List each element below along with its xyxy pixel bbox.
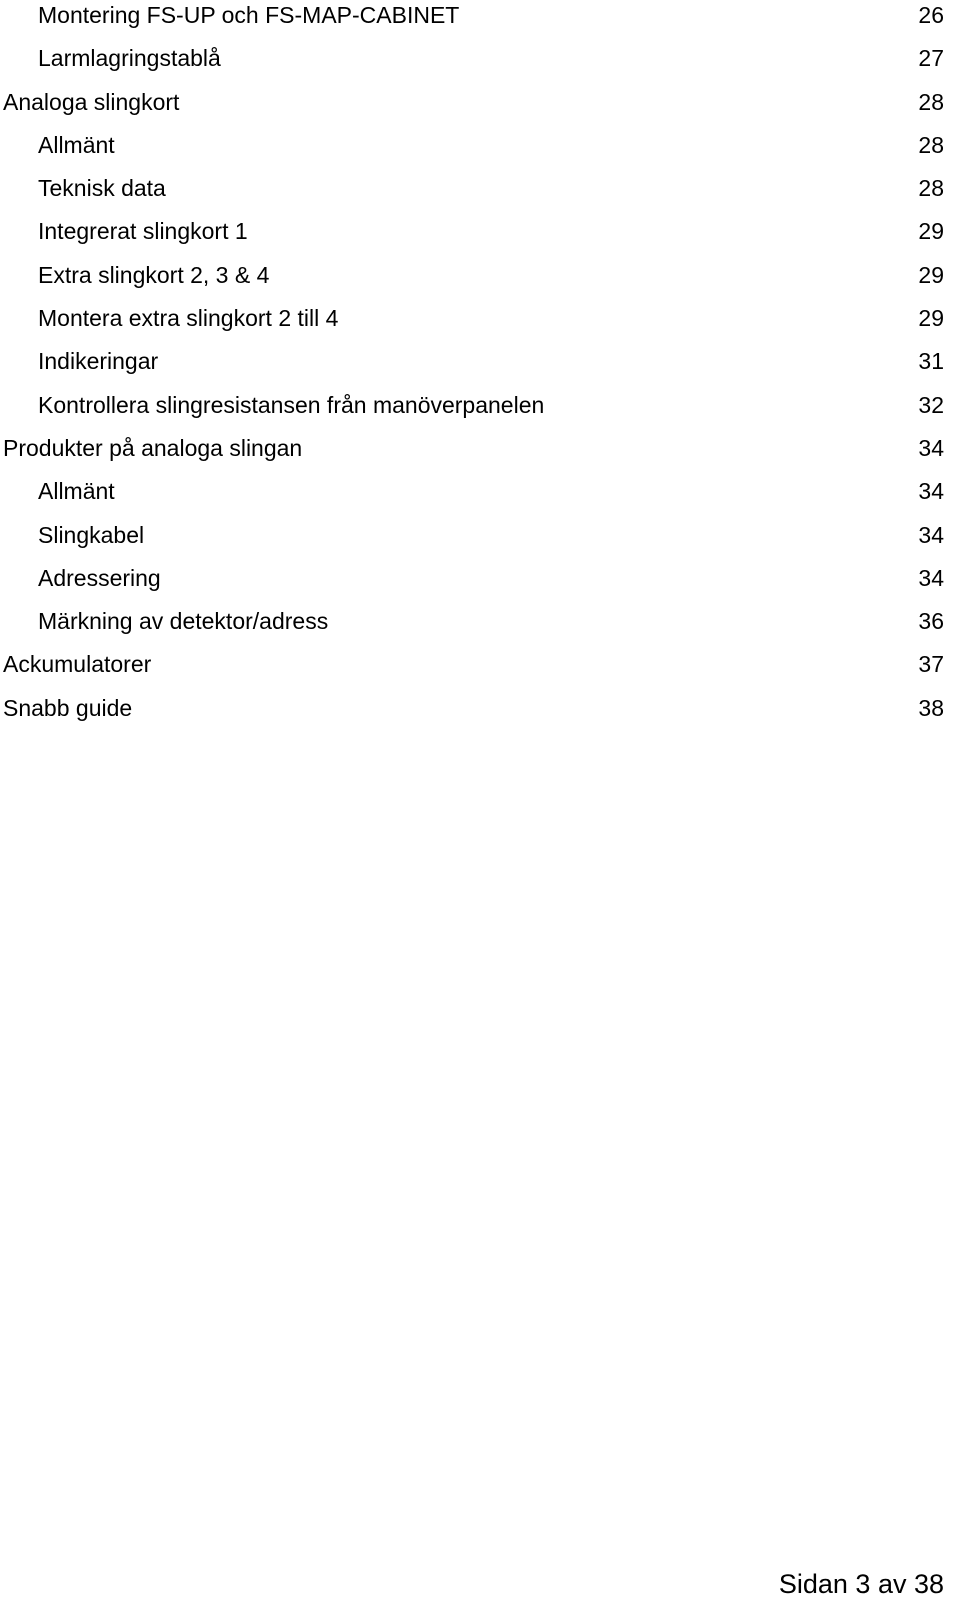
toc-entry[interactable] [0,520,960,563]
toc-entry-page: 29 [918,261,944,288]
toc-entry-title: Allmänt [38,478,115,505]
toc-section-entry[interactable] [0,87,960,130]
toc-entry[interactable] [0,130,960,173]
toc-entry-page: 31 [918,348,944,375]
toc-entry-page: 34 [918,564,944,591]
toc-entry-title: Kontrollera slingresistansen från manöverpanelen [38,391,545,418]
toc-entry-title: Analoga slingkort [3,88,180,115]
toc-entry-page: 34 [918,434,944,461]
toc-entry-page: 38 [918,694,944,721]
toc-entry-page: 34 [918,478,944,505]
toc-entry-title: Slingkabel [38,521,145,548]
toc-entry-title: Extra slingkort 2, 3 & 4 [38,261,270,288]
toc-entry-title: Snabb guide [3,694,133,721]
toc-entry[interactable] [0,260,960,303]
toc-entry-title: Adressering [38,564,161,591]
toc-entry[interactable] [0,43,960,86]
toc-entry[interactable] [0,563,960,606]
toc-entry-page: 29 [918,305,944,332]
toc-entry[interactable] [0,476,960,519]
toc-entry-page: 28 [918,88,944,115]
toc-entry-page: 29 [918,218,944,245]
toc-entry[interactable] [0,390,960,433]
toc-entry-page: 28 [918,131,944,158]
toc-entry[interactable] [0,303,960,346]
toc-entry-title: Indikeringar [38,348,159,375]
toc-entry-title: Allmänt [38,131,115,158]
toc-entry-page: 26 [918,2,944,28]
toc-entry[interactable] [0,346,960,389]
toc-entry-title: Larmlagringstablå [38,45,221,72]
toc-section-entry[interactable] [0,693,960,736]
toc-entry-page: 32 [918,391,944,418]
toc-entry-title: Montera extra slingkort 2 till 4 [38,305,339,332]
table-of-contents [0,0,960,736]
page-number-footer: Sidan 3 av 38 [778,1569,944,1599]
toc-entry-title: Ackumulatorer [3,651,152,678]
toc-entry-title: Märkning av detektor/adress [38,608,329,635]
toc-entry-page: 37 [918,651,944,678]
toc-entry[interactable] [0,173,960,216]
toc-section-entry[interactable] [0,649,960,692]
toc-entry-page: 36 [918,608,944,635]
toc-section-entry[interactable] [0,433,960,476]
toc-entry-page: 27 [918,45,944,72]
toc-entry[interactable] [0,216,960,259]
toc-entry-page: 34 [918,521,944,548]
toc-entry-title: Integrerat slingkort 1 [38,218,248,245]
toc-entry-title: Produkter på analoga slingan [3,434,303,461]
toc-entry[interactable] [0,606,960,649]
toc-entry[interactable] [0,0,960,43]
toc-entry-page: 28 [918,175,944,202]
toc-entry-title: Montering FS-UP och FS-MAP-CABINET [38,2,460,28]
toc-entry-title: Teknisk data [38,175,166,202]
